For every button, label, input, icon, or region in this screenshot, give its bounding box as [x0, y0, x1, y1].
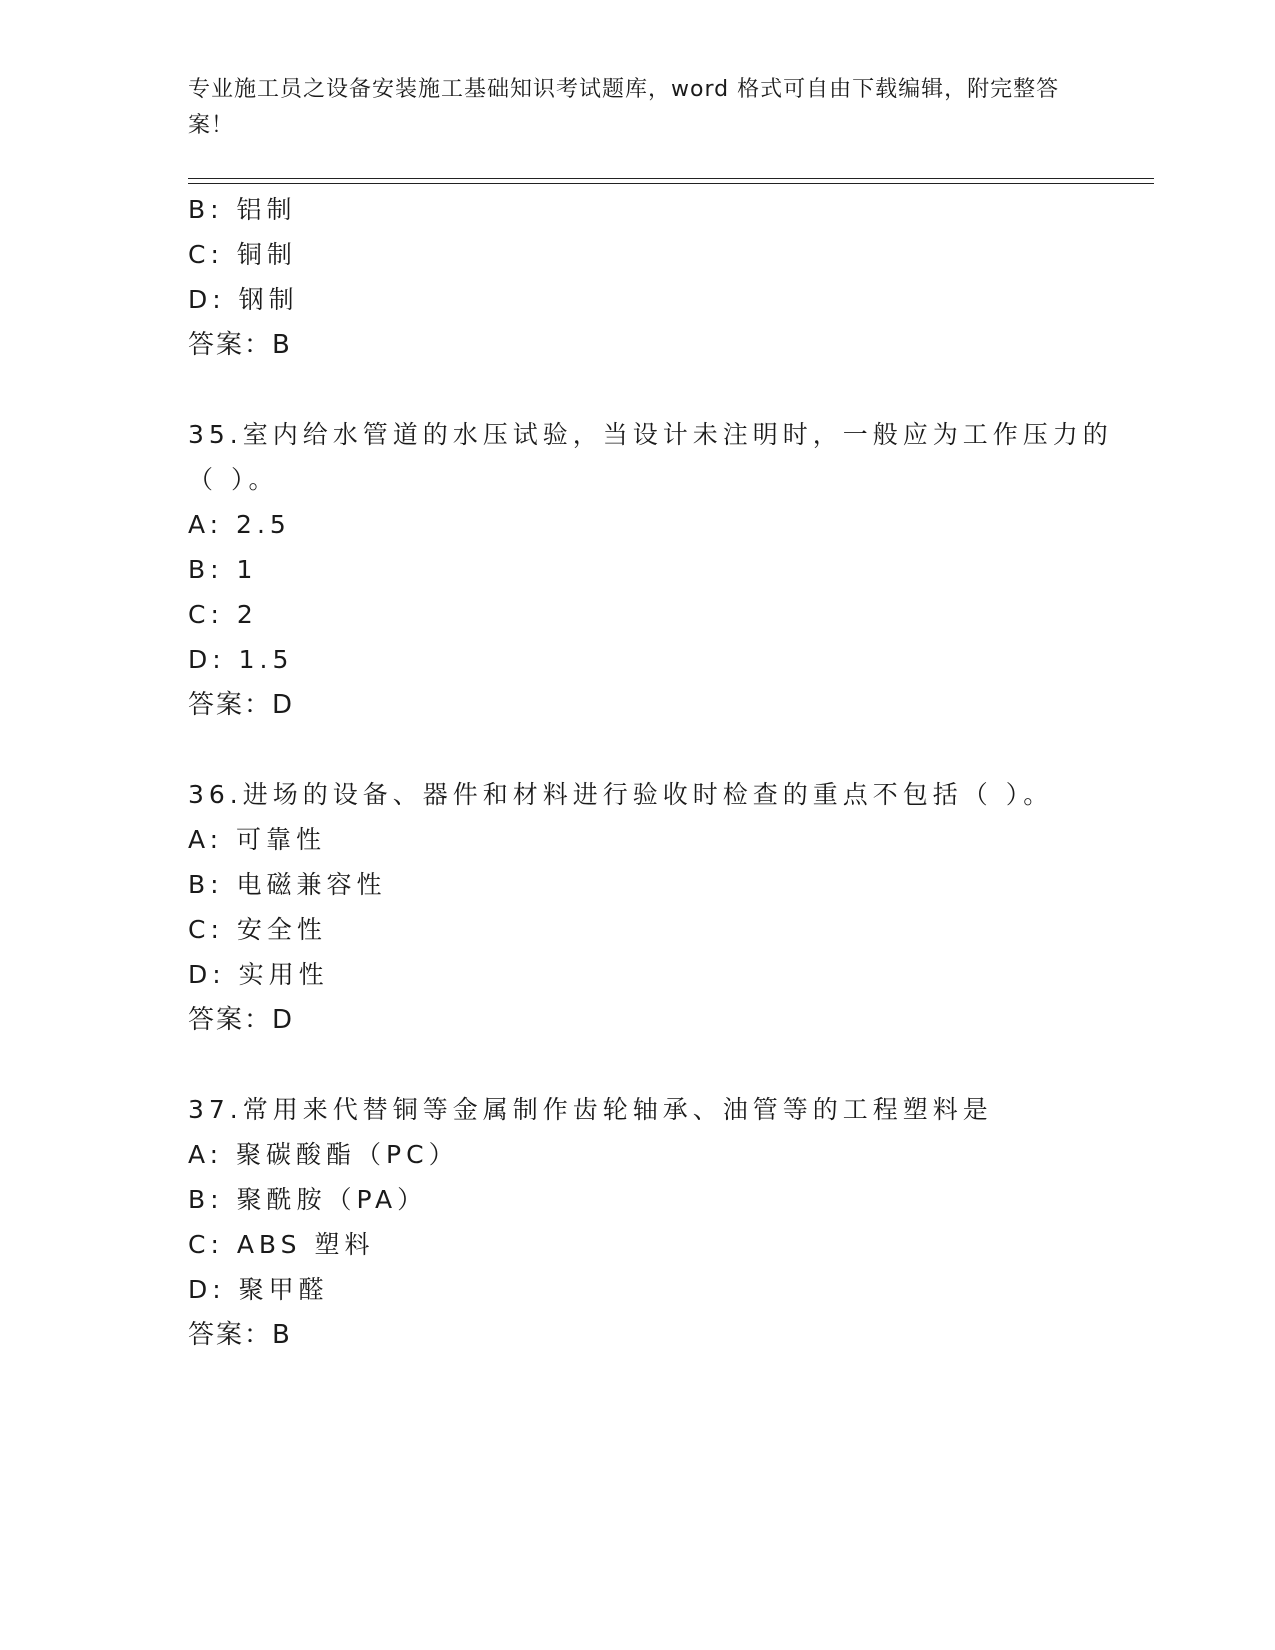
option-d: D: 钢制 — [188, 285, 299, 314]
question-37-answer: 答案：B — [188, 1320, 292, 1350]
document-header: 专业施工员之设备安装施工基础知识考试题库，word 格式可自由下载编辑，附完整答案！ — [188, 77, 1060, 138]
answer-label: 答案：B — [188, 330, 292, 360]
question-37-option-d: D: 聚甲醛 — [188, 1275, 329, 1304]
question-36-option-c: C: 安全性 — [188, 915, 327, 944]
question-35-stem-line1: 35.室内给水管道的水压试验，当设计未注明时，一般应为工作压力的 — [188, 420, 1113, 449]
question-37-stem: 37.常用来代替铜等金属制作齿轮轴承、油管等的工程塑料是 — [188, 1095, 993, 1124]
question-35-option-a: A: 2.5 — [188, 510, 291, 539]
question-36-stem: 36.进场的设备、器件和材料进行验收时检查的重点不包括（ ）。 — [188, 780, 1054, 809]
question-36-option-b: B: 电磁兼容性 — [188, 870, 387, 899]
header-divider-bottom — [188, 183, 1154, 184]
question-37-option-b: B: 聚酰胺（PA） — [188, 1185, 428, 1214]
question-36-option-a: A: 可靠性 — [188, 825, 327, 854]
question-37-option-a: A: 聚碳酸酯（PC） — [188, 1140, 459, 1169]
question-36-option-d: D: 实用性 — [188, 960, 329, 989]
header-divider-top — [188, 178, 1154, 179]
question-37-option-c: C: ABS 塑料 — [188, 1230, 375, 1259]
option-b: B: 铝制 — [188, 195, 297, 224]
question-35-stem-line2: （ ）。 — [188, 465, 279, 494]
question-36-answer: 答案：D — [188, 1005, 295, 1035]
question-35-option-d: D: 1.5 — [188, 645, 294, 674]
question-35-option-c: C: 2 — [188, 600, 258, 629]
option-c: C: 铜制 — [188, 240, 297, 269]
question-35-answer: 答案：D — [188, 690, 295, 720]
question-35-option-b: B: 1 — [188, 555, 258, 584]
